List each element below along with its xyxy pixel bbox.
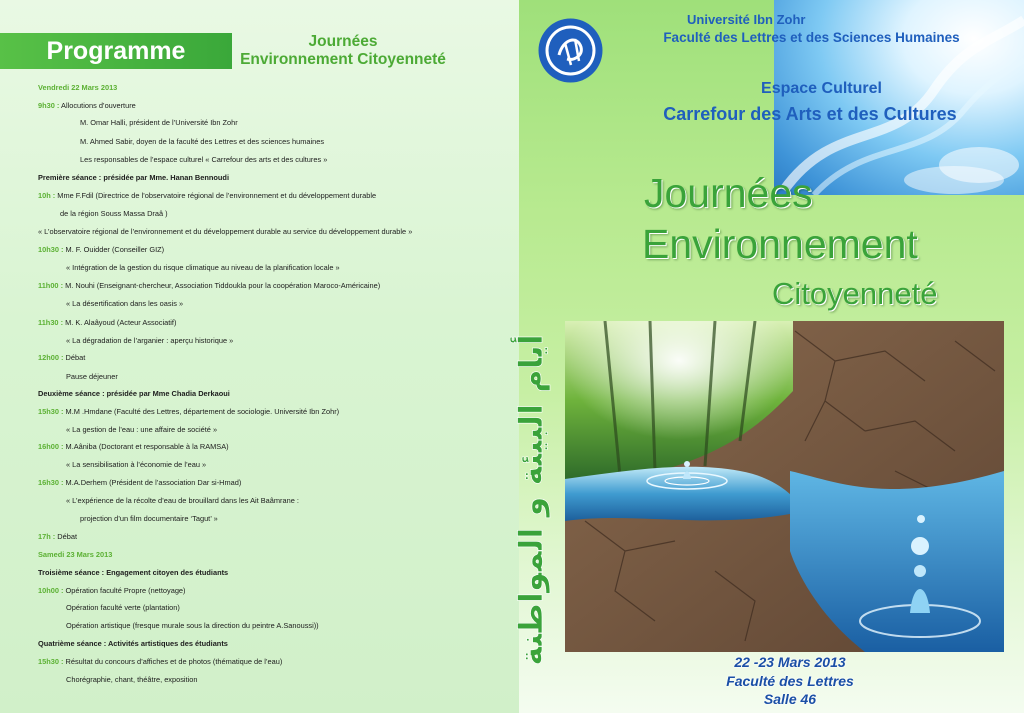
title-citoyennete: Citoyenneté [772, 276, 938, 311]
carrefour-title: Carrefour des Arts et des Cultures [663, 104, 957, 124]
item-text: M. K. Alaâyoud (Acteur Associatif) [63, 318, 177, 327]
day-heading: Samedi 23 Mars 2013 [38, 550, 113, 559]
programme-item: « L’observatoire régional de l’environnement et du développement durable au service du développement durable » [38, 227, 413, 236]
item-time: 16h00 : [38, 442, 64, 451]
programme-item: M. Ahmed Sabir, doyen de la faculté des Lettres et des sciences humaines [80, 137, 325, 146]
programme-item [38, 101, 136, 110]
item-time: 15h30 : [38, 657, 64, 666]
item-time: 16h30 : [38, 478, 64, 487]
day-heading: Vendredi 22 Mars 2013 [38, 83, 118, 92]
title-environnement: Environnement [642, 221, 918, 267]
programme-item [38, 586, 186, 595]
event-title-line2: Environnement Citoyenneté [240, 51, 446, 68]
item-time: 10h : [38, 191, 56, 200]
event-title-line1: Journées [308, 33, 378, 50]
item-time: 10h00 : [38, 586, 64, 595]
title-journees: Journées [644, 170, 813, 216]
programme-item: « La sensibilisation à l’économie de l’eau » [66, 460, 207, 469]
programme-item: M. Omar Halli, président de l’Université Ibn Zohr [80, 118, 238, 127]
programme-item: Les responsables de l’espace culturel « Carrefour des arts et des cultures » [80, 155, 328, 164]
item-time: 10h30 : [38, 245, 64, 254]
programme-item: Opération faculté verte (plantation) [66, 603, 180, 612]
item-text: M. F. Ouidder (Conseiller GIZ) [63, 245, 165, 254]
item-text: M.Aâniba (Doctorant et responsable à la RAMSA) [63, 442, 229, 451]
programme-item [38, 353, 85, 362]
arabic-title [510, 315, 556, 685]
programme-item [38, 281, 380, 290]
item-text: Allocutions d’ouverture [59, 101, 136, 110]
item-time: 17h : [38, 532, 56, 541]
session-heading: Deuxième séance : présidée par Mme Chadia Derkaoui [38, 389, 230, 398]
item-text: Résultat du concours d’affiches et de photos (thématique de l’eau) [63, 657, 283, 666]
programme-item [38, 245, 164, 254]
programme-item: Pause déjeuner [66, 372, 118, 381]
item-text: M.A.Derhem (Président de l’association Dar si-Hmad) [63, 478, 242, 487]
item-text: Débat [63, 353, 86, 362]
programme-item: « Intégration de la gestion du risque climatique au niveau de la planification locale » [66, 263, 340, 272]
programme-item: Chorégraphie, chant, théâtre, exposition [66, 675, 198, 684]
university-logo [537, 17, 604, 84]
item-time: 12h00 : [38, 353, 64, 362]
faculty-name: Faculté des Lettres et des Sciences Humaines [663, 30, 960, 45]
event-room: Salle 46 [763, 691, 817, 707]
item-text: M.M .Hmdane (Faculté des Lettres, département de sociologie. Université Ibn Zohr) [63, 407, 340, 416]
event-venue: Faculté des Lettres [726, 673, 854, 689]
programme-item: « La gestion de l’eau : une affaire de société » [66, 425, 218, 434]
session-heading: Première séance : présidée par Mme. Hanan Bennoudi [38, 173, 229, 182]
espace-culturel: Espace Culturel [761, 80, 882, 97]
programme-banner [0, 33, 232, 69]
nature-photo-collage [565, 321, 1004, 652]
programme-item [38, 478, 241, 487]
programme-item: « La désertification dans les oasis » [66, 299, 184, 308]
programme-item: « L’expérience de la récolte d’eau de brouillard dans les Ait Baâmrane : [66, 496, 299, 505]
item-time: 9h30 : [38, 101, 60, 110]
session-heading: Quatrième séance : Activités artistiques des étudiants [38, 639, 228, 648]
programme-item [38, 191, 376, 200]
item-text: Opération faculté Propre (nettoyage) [63, 586, 186, 595]
programme-item: « La dégradation de l’arganier : aperçu historique » [66, 336, 234, 345]
item-time: 11h00 : [38, 281, 64, 290]
university-name: Université Ibn Zohr [687, 12, 806, 27]
item-time: 11h30 : [38, 318, 64, 327]
programme-item [38, 532, 77, 541]
programme-item [38, 657, 282, 666]
programme-item: projection d’un film documentaire ‘Tagut’ » [80, 514, 218, 523]
item-text: M. Nouhi (Enseignant-chercheur, Association Tiddoukla pour la coopération Maroco-Américaine) [63, 281, 381, 290]
event-date: 22 -23 Mars 2013 [734, 654, 846, 670]
arabic-title-text: أيام البيئة و المواطنة [512, 334, 550, 666]
programme-item: Opération artistique (fresque murale sous la direction du peintre A.Sanoussi)) [66, 621, 319, 630]
item-time: 15h30 : [38, 407, 64, 416]
programme-heading: Programme [46, 37, 186, 65]
programme-item [38, 442, 229, 451]
item-text: Mme F.Fdil (Directrice de l’observatoire régional de l’environnement et du développement durable [55, 191, 377, 200]
item-text: Débat [55, 532, 78, 541]
session-heading: Troisième séance : Engagement citoyen des étudiants [38, 568, 229, 577]
programme-item [38, 318, 176, 327]
programme-item: de la région Souss Massa Draâ ) [60, 209, 168, 218]
programme-item [38, 407, 339, 416]
